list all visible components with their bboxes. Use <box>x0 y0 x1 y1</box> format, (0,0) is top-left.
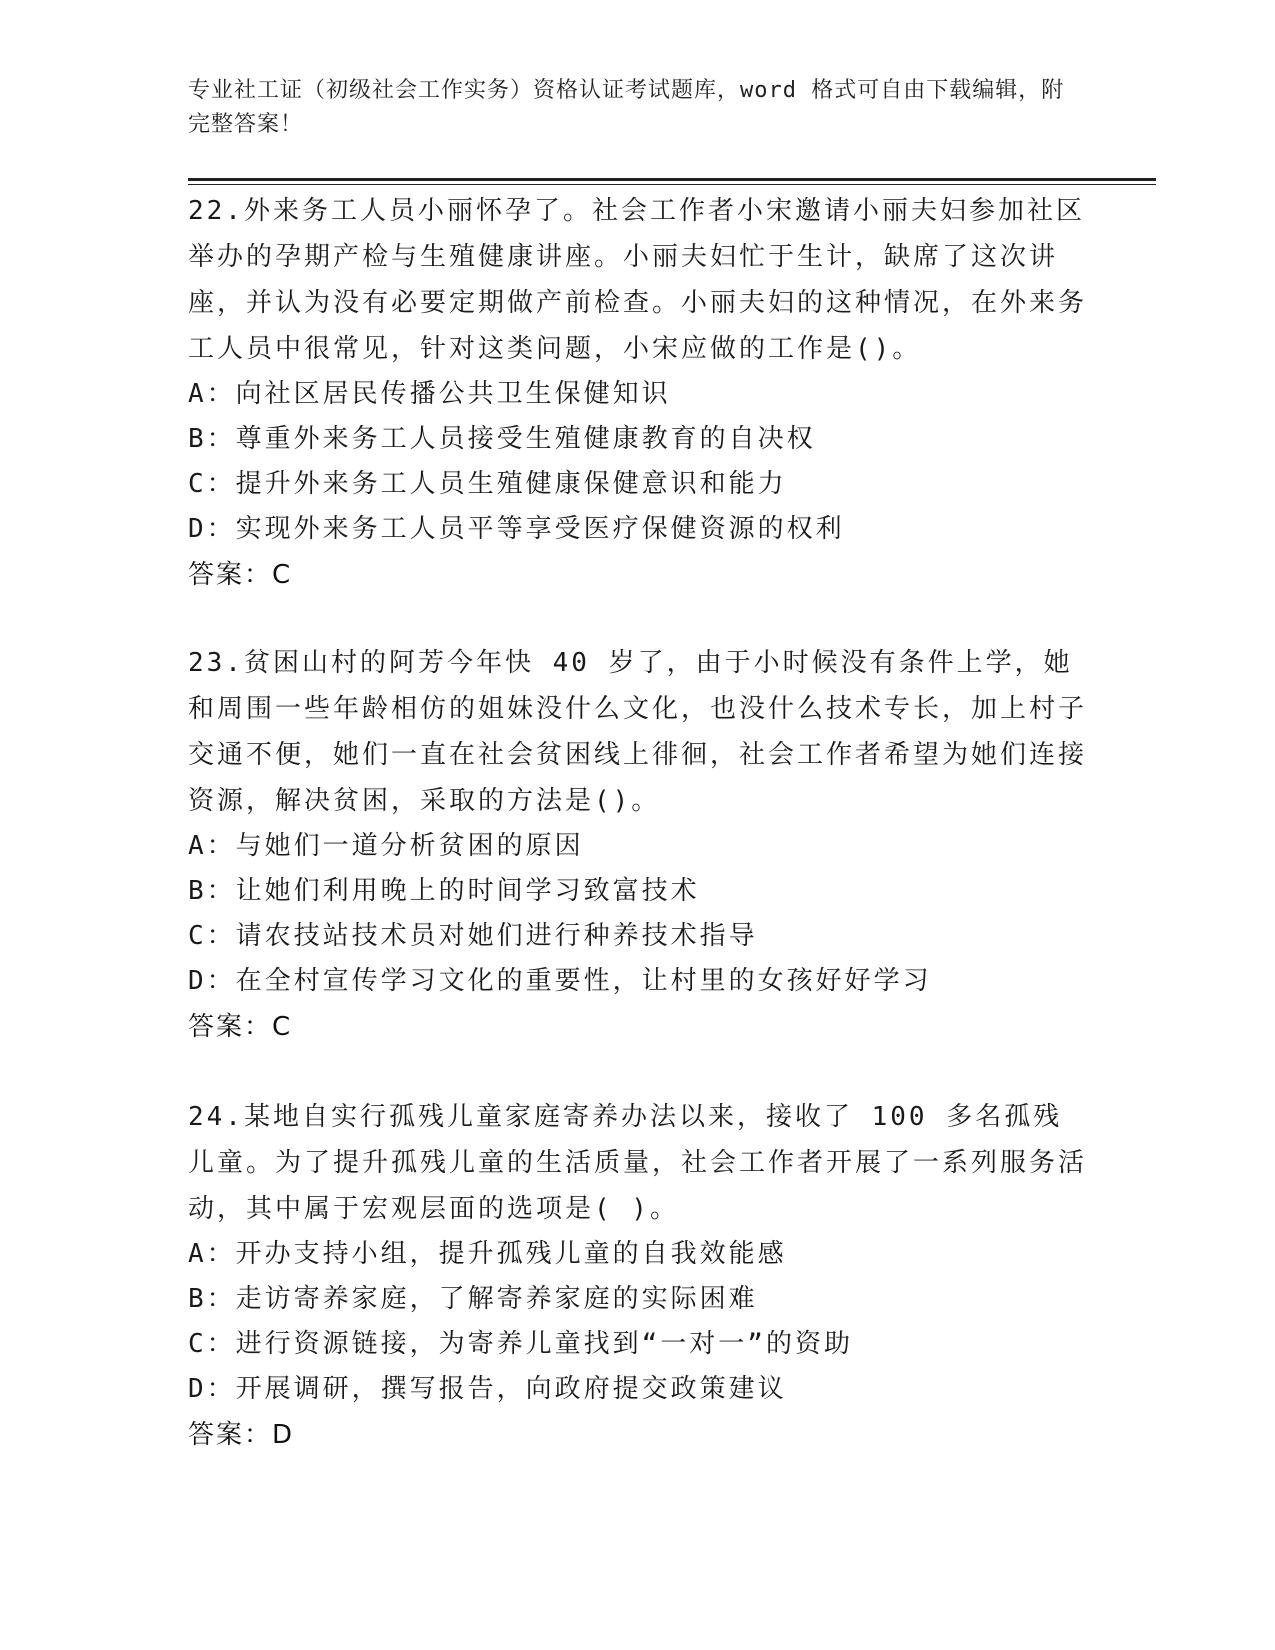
document-header-title: 专业社工证（初级社会工作实务）资格认证考试题库，word 格式可自由下载编辑，附完整答案！ <box>188 78 1065 137</box>
question-block <box>188 1094 1088 1458</box>
option-b: B：让她们利用晚上的时间学习致富技术 <box>188 876 700 906</box>
option-a: A：开办支持小组，提升孤残儿童的自我效能感 <box>188 1239 787 1269</box>
question-stem: 24.某地自实行孤残儿童家庭寄养办法以来，接收了 100 多名孤残儿童。为了提升孤残儿童的生活质量，社会工作者开展了一系列服务活动，其中属于宏观层面的选项是( )。 <box>188 1102 1088 1224</box>
option-d: D：实现外来务工人员平等享受医疗保健资源的权利 <box>188 514 845 544</box>
question-block <box>188 188 1088 598</box>
answer-text: 答案：C <box>188 1012 293 1042</box>
option-c: C：提升外来务工人员生殖健康保健意识和能力 <box>188 469 787 499</box>
header-divider-thin <box>188 184 1156 185</box>
option-a: A：与她们一道分析贫困的原因 <box>188 831 584 861</box>
answer-text: 答案：D <box>188 1420 295 1450</box>
question-stem: 23.贫困山村的阿芳今年快 40 岁了，由于小时候没有条件上学，她和周围一些年龄相仿的姐妹没什么文化，也没什么技术专长，加上村子交通不便，她们一直在社会贫困线上徘徊，社会工作者希望为她们连接资源，解决贫困，采取的方法是()。 <box>188 648 1088 816</box>
option-b: B：尊重外来务工人员接受生殖健康教育的自决权 <box>188 424 816 454</box>
option-d: D：在全村宣传学习文化的重要性，让村里的女孩好好学习 <box>188 966 932 996</box>
option-d: D：开展调研，撰写报告，向政府提交政策建议 <box>188 1374 787 1404</box>
option-c: C：进行资源链接，为寄养儿童找到“一对一”的资助 <box>188 1329 853 1359</box>
question-block <box>188 640 1088 1050</box>
option-c: C：请农技站技术员对她们进行种养技术指导 <box>188 921 758 951</box>
answer-text: 答案：C <box>188 560 293 590</box>
option-a: A：向社区居民传播公共卫生保健知识 <box>188 379 671 409</box>
header-divider <box>188 178 1156 181</box>
option-b: B：走访寄养家庭，了解寄养家庭的实际困难 <box>188 1284 758 1314</box>
question-stem: 22.外来务工人员小丽怀孕了。社会工作者小宋邀请小丽夫妇参加社区举办的孕期产检与生殖健康讲座。小丽夫妇忙于生计，缺席了这次讲座，并认为没有必要定期做产前检查。小丽夫妇的这种情况，在外来务工人员中很常见，针对这类问题，小宋应做的工作是()。 <box>188 196 1088 364</box>
